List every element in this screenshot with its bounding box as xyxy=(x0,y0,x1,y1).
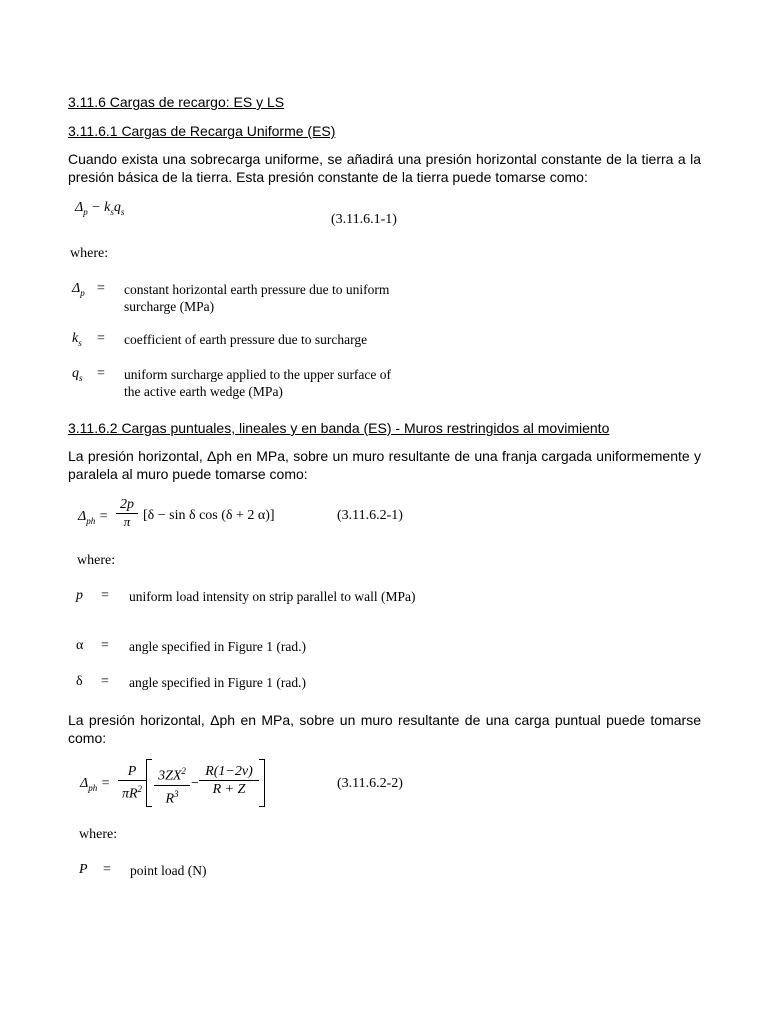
equation-3-fraction-left: P $\pi R^2$ xyxy=(118,764,146,803)
paragraph-point-load: La presión horizontal, Δph en MPa, sobre un muro resultante de una carga puntual puede tomarse como: xyxy=(68,712,701,746)
def-description: point load (N) xyxy=(130,863,207,878)
equation-3-fraction-a: $3ZX^2$ $R^3$ xyxy=(154,763,190,807)
symbol-delta-p: $\Delta_p$ xyxy=(72,281,85,298)
equation-3-minus: − xyxy=(191,776,199,791)
def-equals: = xyxy=(101,674,109,689)
symbol-P: P xyxy=(79,862,88,877)
def-equals: = xyxy=(97,366,105,381)
where-label-2: where: xyxy=(77,553,116,568)
equation-3-right-bracket xyxy=(259,759,265,807)
def-equals: = xyxy=(101,588,109,603)
def-description: uniform load intensity on strip parallel to wall (MPa) xyxy=(129,589,416,604)
equation-3-lhs: $\Delta_{ph}$ = xyxy=(80,776,111,793)
subsection-heading-uniform: 3.11.6.1 Cargas de Recarga Uniforme (ES) xyxy=(68,123,336,139)
equation-1-formula: $\Delta_p - k_sq_s$ xyxy=(75,200,125,217)
def-equals: = xyxy=(97,331,105,346)
def-equals: = xyxy=(101,638,109,653)
symbol-k-s: $k_s$ xyxy=(72,331,82,348)
symbol-delta: δ xyxy=(76,674,83,689)
where-label-1: where: xyxy=(70,246,109,261)
subsection-heading-point-loads: 3.11.6.2 Cargas puntuales, lineales y en banda (ES) - Muros restringidos al movimiento xyxy=(68,420,610,436)
def-description: coefficient of earth pressure due to surcharge xyxy=(124,332,368,347)
equation-3-left-bracket xyxy=(146,759,152,807)
equation-3-number: (3.11.6.2-2) xyxy=(337,776,403,791)
def-description: angle specified in Figure 1 (rad.) xyxy=(129,675,306,690)
equation-2-number: (3.11.6.2-1) xyxy=(337,508,403,523)
def-description: uniform surcharge applied to the upper surface of the active earth wedge (MPa) xyxy=(124,367,392,399)
def-description: constant horizontal earth pressure due to uniform surcharge (MPa) xyxy=(124,282,390,314)
symbol-p: p xyxy=(76,588,83,603)
symbol-alpha: α xyxy=(76,638,84,653)
def-equals: = xyxy=(97,281,105,296)
equation-1-number: (3.11.6.1-1) xyxy=(331,212,397,227)
equation-3-fraction-b: R(1−2ν) R + Z xyxy=(199,763,259,798)
equation-2-fraction: 2p π xyxy=(116,497,138,529)
def-equals: = xyxy=(103,862,111,877)
section-heading: 3.11.6 Cargas de recargo: ES y LS xyxy=(68,94,285,110)
paragraph-strip-load: La presión horizontal, Δph en MPa, sobre un muro resultante de una franja cargada uniformemente y paralela al muro puede tomarse como: xyxy=(68,448,701,482)
equation-2-bracket: [δ − sin δ cos (δ + 2 α)] xyxy=(143,508,275,523)
def-description: angle specified in Figure 1 (rad.) xyxy=(129,639,306,654)
where-label-3: where: xyxy=(79,827,118,842)
equation-2-lhs: $\Delta_{ph}$ = xyxy=(78,509,109,526)
paragraph-uniform-surcharge: Cuando exista una sobrecarga uniforme, se añadirá una presión horizontal constante de la tierra a la presión básica de la tierra. Esta presión constante de la tierra puede tomarse como: xyxy=(68,151,701,185)
symbol-q-s: $q_s$ xyxy=(72,366,83,383)
